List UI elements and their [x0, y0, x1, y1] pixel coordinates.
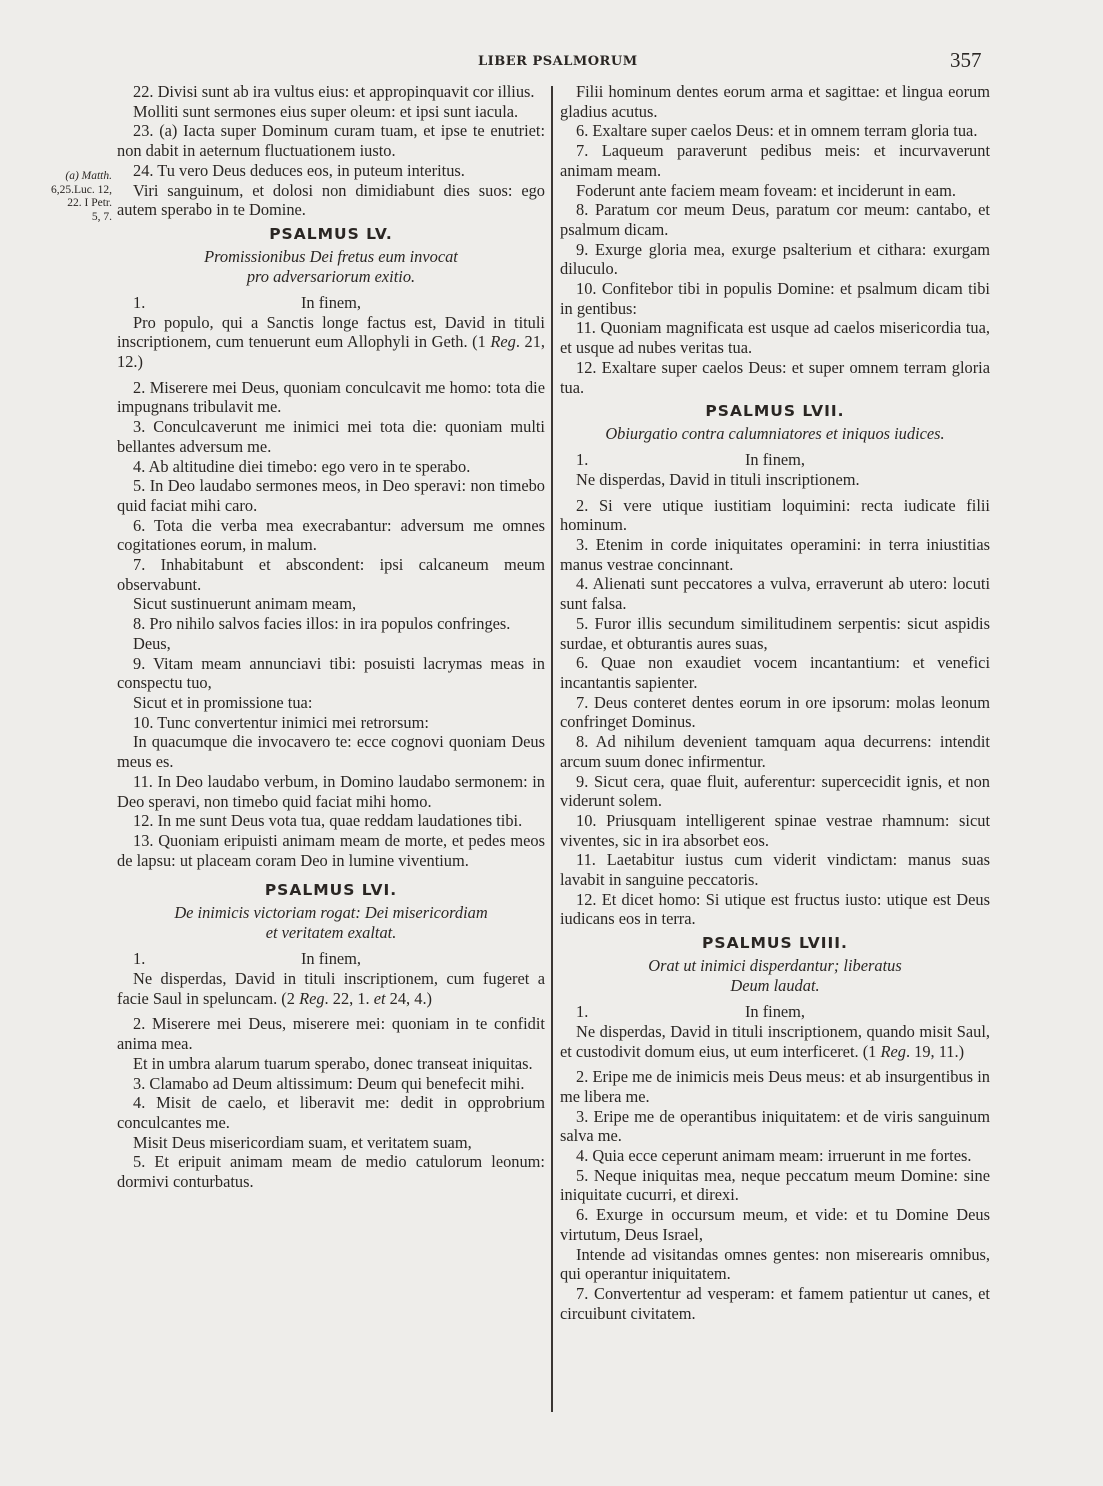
reference-book: Reg [299, 988, 325, 1008]
verse: 4. Ab altitudine diei timebo: ego vero in te sperabo. [133, 456, 471, 476]
margin-note-line: (a) Matth. [65, 170, 112, 182]
psalm-title-line: In finem, [744, 1002, 806, 1022]
left-column [117, 82, 545, 1192]
right-column [560, 82, 990, 1323]
verse: 2. Miserere mei Deus, quoniam conculcavit me homo: tota die impugnans tribulavit me. [117, 377, 545, 417]
verse: 6. Exurge in occursum meum, et vide: et tu Domine Deus virtutum, Deus Israel, [560, 1205, 990, 1244]
reference-conjunction: et [373, 988, 386, 1008]
verse: 7. Deus conteret dentes eorum in ore ipsorum: molas leonum confringet Dominus. [560, 692, 990, 732]
continued-psalm-54 [117, 82, 545, 220]
reference-numbers: . 19, 11.) [905, 1041, 965, 1061]
verse: 7. Inhabitabunt et abscondent: ipsi calcaneum meum observabunt. [117, 555, 545, 594]
verse: 9. Sicut cera, quae fluit, auferentur: supercecidit ignis, et non viderunt solem. [560, 771, 990, 811]
verse: 3. Eripe me de operantibus iniquitatem: et de viris sanguinum salva me. [560, 1106, 990, 1146]
verse: 6. Tota die verba mea execrabantur: adversum me omnes cogitationes eorum, in malum. [117, 515, 545, 555]
inscription [560, 1022, 990, 1061]
verse: Viri sanguinum, et dolosi non dimidiabunt dies suos: ego autem sperabo in te Domine. [117, 180, 545, 220]
psalm-55 [117, 224, 545, 870]
inscription [117, 969, 545, 1008]
column-divider [551, 86, 553, 1412]
verse: 4. Misit de caelo, et liberavit me: dedit in opprobrium conculcantes me. [117, 1093, 545, 1132]
psalm-summary [117, 903, 545, 943]
verse-number: 1. [576, 450, 589, 470]
reference-numbers: 24, 4.) [385, 988, 432, 1008]
summary-line: pro adversariorum exitio. [246, 266, 416, 286]
verse: 23. (a) Iacta super Dominum curam tuam, et ipse te enutriet: non dabit in aeternum fluctuationem iusto. [117, 121, 545, 161]
verse: 4. Quia ecce ceperunt animam meam: irruerunt in me fortes. [576, 1146, 972, 1166]
verse: 3. Etenim in corde iniquitates operamini: in terra iniustitias manus vestrae concinnant. [560, 535, 990, 574]
verse: 11. In Deo laudabo verbum, in Domino laudabo sermonem: in Deo speravi, non timebo quid faciat mihi homo. [117, 771, 545, 811]
verse: 8. Pro nihilo salvos facies illos: in ira populos confringes. [133, 614, 511, 634]
verse: 8. Ad nihilum devenient tamquam aqua decurrens: intendit arcum suum donec infirmentur. [560, 732, 990, 771]
continued-psalm-56 [560, 82, 990, 397]
margin-note-line: 5, 7. [91, 210, 112, 223]
verse: 13. Quoniam eripuisti animam meam de morte, et pedes meos de lapsu: ut placeam coram Deo in lumine viventium. [117, 830, 545, 870]
verse: 7. Convertentur ad vesperam: et famem patientur ut canes, et circuibunt civitatem. [560, 1283, 990, 1323]
psalm-summary [560, 424, 990, 444]
verse: 12. Exaltare super caelos Deus: et super omnem terram gloria tua. [560, 357, 990, 397]
psalm-heading: PSALMUS LVI. [264, 881, 398, 900]
verse: 2. Si vere utique iustitiam loquimini: recta iudicate filii hominum. [560, 495, 990, 535]
verse: 12. In me sunt Deus vota tua, quae reddam laudationes tibi. [133, 811, 523, 831]
verse-number: 1. [133, 949, 146, 969]
psalm-heading: PSALMUS LVIII. [702, 934, 848, 953]
verse-1-title [560, 450, 990, 470]
margin-cross-reference [26, 170, 112, 224]
verse: 11. Laetabitur iustus cum viderit vindictam: manus suas lavabit in sanguine peccatoris. [560, 850, 990, 890]
verse: 6. Exaltare super caelos Deus: et in omnem terram gloria tua. [576, 121, 978, 141]
margin-note-line: 6,25.Luc. 12, [50, 183, 112, 196]
psalm-58 [560, 933, 990, 1323]
summary-line: et veritatem exaltat. [265, 923, 397, 943]
inscription: Ne disperdas, David in tituli inscriptionem. [576, 469, 860, 489]
verse-1-title [117, 293, 545, 313]
inscription-text: Pro populo, qui a Sanctis longe factus est, David in tituli inscriptionem, cum tenuerunt eum Allophyli in Geth. (1 [117, 312, 545, 352]
verse: Foderunt ante faciem meam foveam: et inciderunt in eam. [576, 180, 957, 200]
verse: Sicut et in promissione tua: [133, 692, 313, 712]
verse: Misit Deus misericordiam suam, et veritatem suam, [133, 1132, 472, 1152]
reference-book: Reg [880, 1041, 906, 1061]
verse: 10. Priusquam intelligerent spinae vestrae rhamnum: sicut viventes, sic in ira absorbet eos. [560, 810, 990, 850]
psalm-title-line: In finem, [300, 292, 362, 312]
psalm-heading: PSALMUS LVII. [705, 402, 845, 421]
reference-book: Reg [490, 332, 516, 352]
verse: 3. Conculcaverunt me inimici mei tota die: quoniam multi bellantes adversum me. [117, 417, 545, 456]
psalm-summary [117, 247, 545, 287]
verse: In quacumque die invocavero te: ecce cognovi quoniam Deus meus es. [117, 732, 545, 772]
verse: Molliti sunt sermones eius super oleum: et ipsi sunt iacula. [133, 101, 519, 121]
psalm-heading: PSALMUS LV. [269, 224, 393, 243]
psalm-summary [560, 956, 990, 996]
verse: 24. Tu vero Deus deduces eos, in puteum interitus. [133, 160, 465, 180]
summary-line: De inimicis victoriam rogat: Dei misericordiam [174, 903, 488, 923]
verse: 5. Et eripuit animam meam de medio catulorum leonum: dormivi conturbatus. [117, 1152, 545, 1192]
page-header [0, 48, 1103, 72]
page-number: 357 [950, 48, 982, 72]
verse: 7. Laqueum paraverunt pedibus meis: et incurvaverunt animam meam. [560, 141, 990, 180]
verse: 11. Quoniam magnificata est usque ad caelos misericordia tua, et usque ad nubes veritas tua. [560, 318, 990, 358]
verse: 12. Et dicet homo: Si utique est fructus iusto: utique est Deus iudicans eos in terra. [560, 889, 990, 929]
psalm-57 [560, 401, 990, 929]
verse: 9. Vitam meam annunciavi tibi: posuisti lacrymas meas in conspectu tuo, [117, 653, 545, 693]
summary-line: Deum laudat. [730, 976, 820, 996]
verse: 6. Quae non exaudiet vocem incantantium: et venefici incantantis sapienter. [560, 653, 990, 692]
verse: Sicut sustinuerunt animam meam, [133, 594, 357, 614]
verse-number: 1. [133, 292, 146, 312]
verse: 4. Alienati sunt peccatores a vulva, erraverunt ab utero: locuti sunt falsa. [560, 574, 990, 614]
psalm-title-line: In finem, [300, 949, 362, 969]
verse-1-title [560, 1002, 990, 1022]
inscription [117, 313, 545, 372]
verse: 22. Divisi sunt ab ira vultus eius: et appropinquavit cor illius. [133, 82, 535, 101]
verse: Deus, [133, 633, 171, 653]
inscription-text: Ne disperdas, David in tituli inscriptionem, quando misit Saul, et custodivit domum eius, ut eum interficeret. (1 [560, 1021, 990, 1061]
running-title: LIBER PSALMORUM [478, 54, 638, 69]
summary-line: Promissionibus Dei fretus eum invocat [204, 246, 458, 266]
verse: Intende ad visitandas omnes gentes: non miserearis omnibus, qui operantur iniquitatem. [560, 1244, 990, 1284]
verse-number: 1. [576, 1002, 589, 1022]
verse-1-title [117, 949, 545, 969]
verse: 5. Furor illis secundum similitudinem serpentis: sicut aspidis surdae, et obturantis aures suas, [560, 613, 990, 653]
verse: Et in umbra alarum tuarum sperabo, donec transeat iniquitas. [133, 1053, 533, 1073]
summary-line: Obiurgatio contra calumniatores et iniquos iudices. [605, 424, 945, 444]
verse: 2. Eripe me de inimicis meis Deus meus: et ab insurgentibus in me libera me. [560, 1067, 990, 1106]
verse: Filii hominum dentes eorum arma et sagittae: et lingua eorum gladius acutus. [560, 82, 990, 121]
verse: 10. Tunc convertentur inimici mei retrorsum: [133, 712, 429, 732]
verse: 5. In Deo laudabo sermones meos, in Deo speravi: non timebo quid faciat mihi caro. [117, 476, 545, 515]
verse: 9. Exurge gloria mea, exurge psalterium et cithara: exurgam diluculo. [560, 239, 990, 279]
psalm-56 [117, 880, 545, 1191]
inscription-text: Ne disperdas, David in tituli inscriptionem, cum fugeret a facie Saul in speluncam. (2 [117, 969, 545, 1008]
reference-numbers: . 22, 1. [324, 988, 374, 1008]
verse: 8. Paratum cor meum Deus, paratum cor meum: cantabo, et psalmum dicam. [560, 200, 990, 239]
verse: 10. Confitebor tibi in populis Domine: et psalmum dicam tibi in gentibus: [560, 279, 990, 318]
summary-line: Orat ut inimici disperdantur; liberatus [648, 956, 902, 976]
margin-note-line: 22. I Petr. [67, 197, 112, 209]
verse: 3. Clamabo ad Deum altissimum: Deum qui benefecit mihi. [133, 1073, 525, 1093]
verse: 5. Neque iniquitas mea, neque peccatum meum Domine: sine iniquitate cucurri, et direxi. [560, 1165, 990, 1205]
verse: 2. Miserere mei Deus, miserere mei: quoniam in te confidit anima mea. [117, 1014, 545, 1054]
reference-numbers: . 21, 12.) [117, 332, 545, 372]
psalm-title-line: In finem, [744, 450, 806, 470]
